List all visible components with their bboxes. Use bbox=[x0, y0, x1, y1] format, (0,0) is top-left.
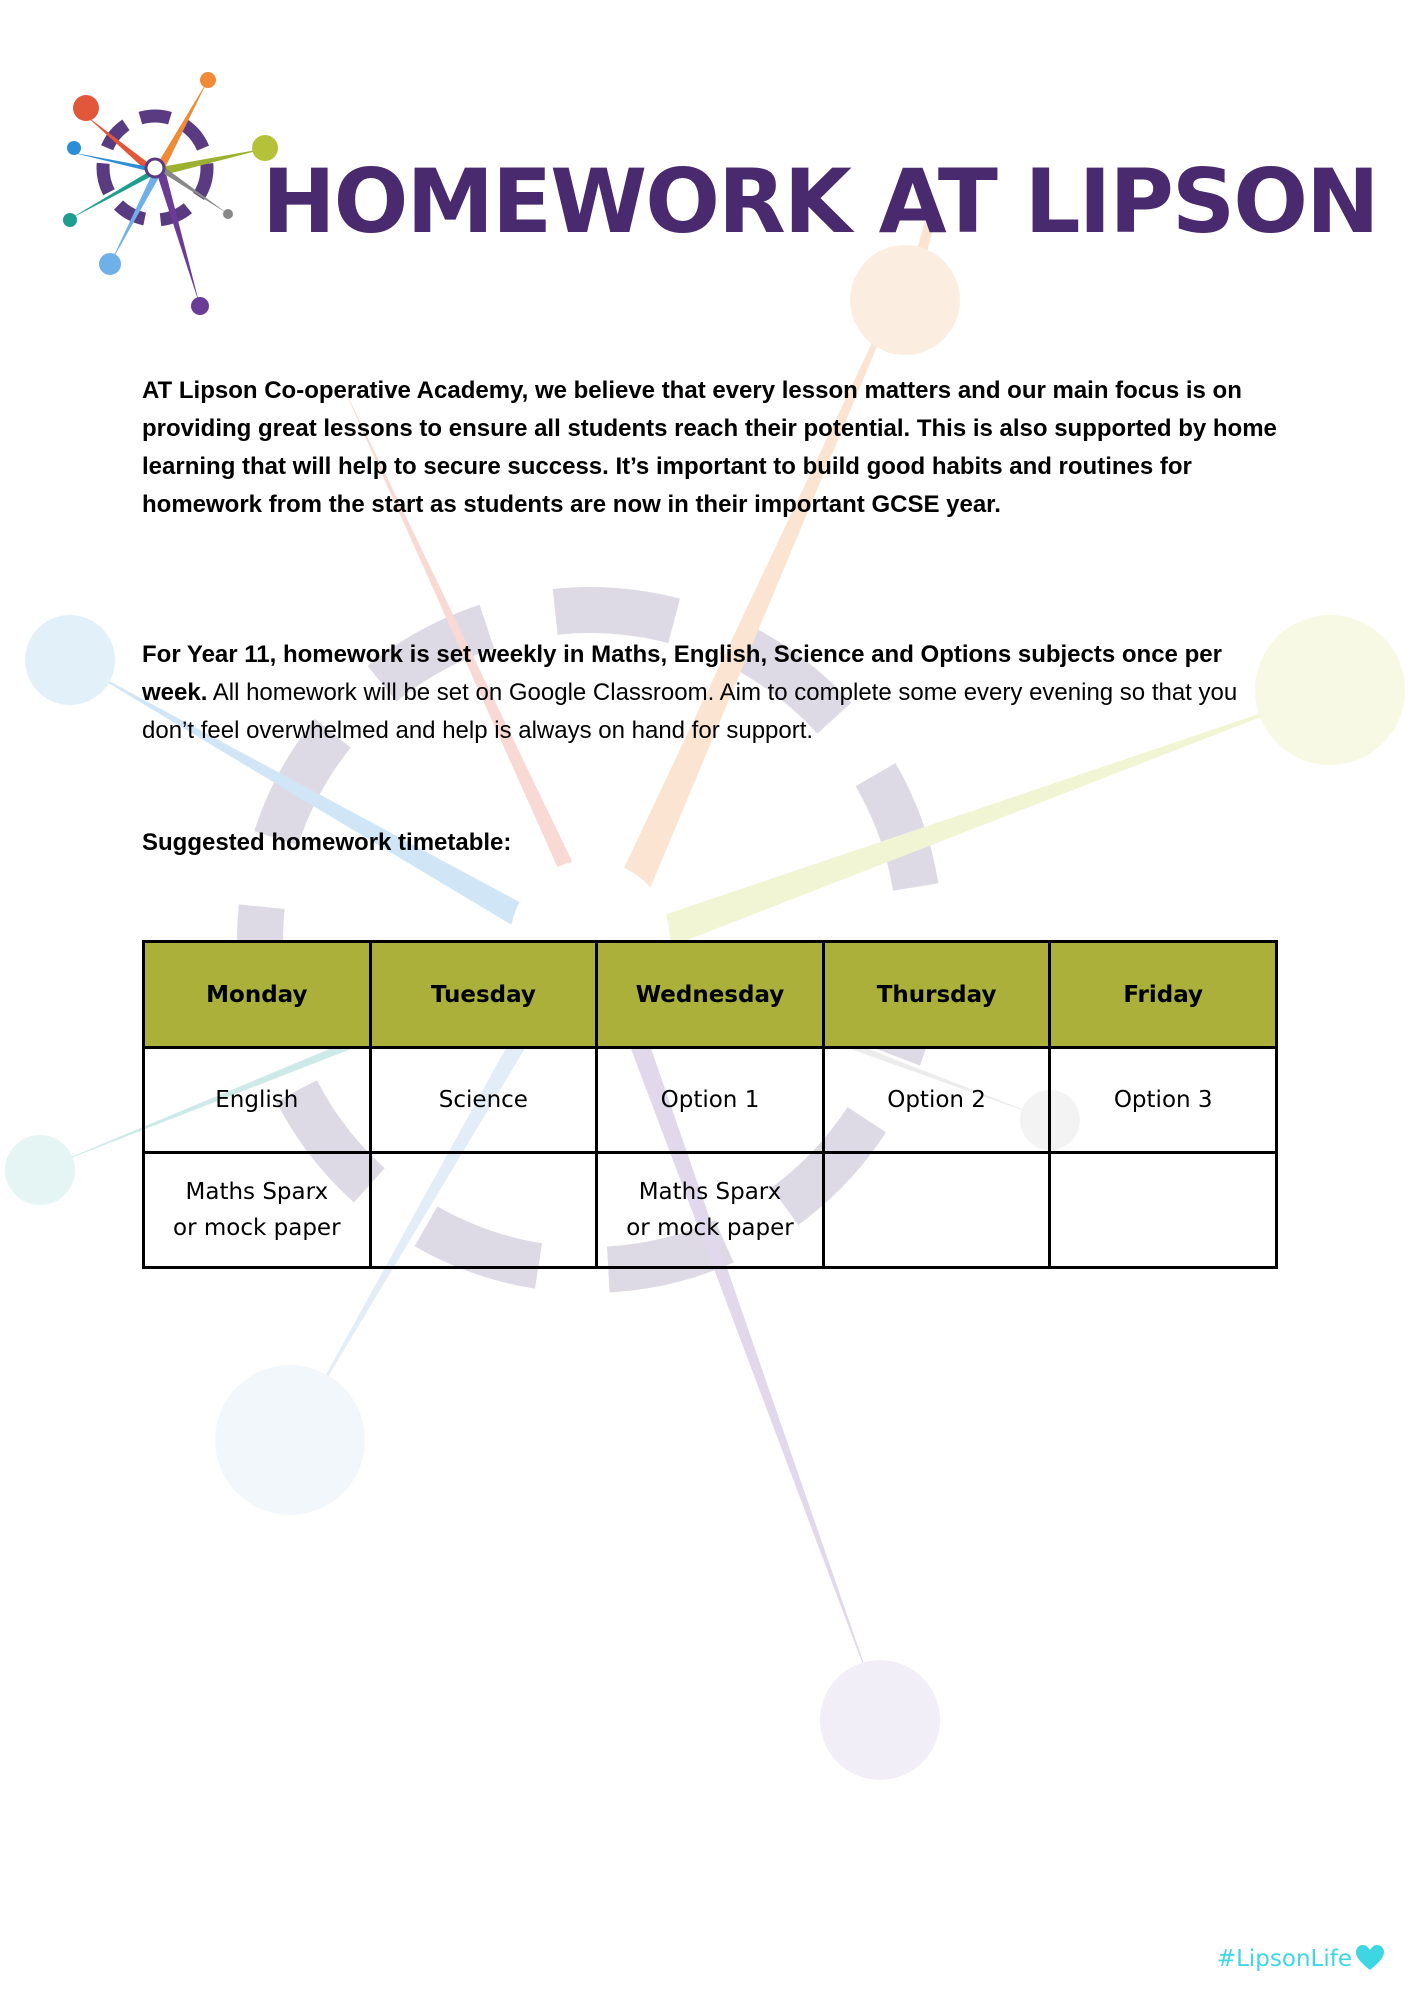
table-cell bbox=[370, 1153, 597, 1268]
header-wednesday: Wednesday bbox=[597, 942, 824, 1048]
homework-timetable bbox=[142, 940, 1278, 1269]
table-row bbox=[144, 1153, 1277, 1268]
table-cell: Science bbox=[370, 1048, 597, 1153]
table-cell bbox=[144, 1153, 371, 1268]
table-cell: English bbox=[144, 1048, 371, 1153]
table-cell bbox=[823, 1153, 1050, 1268]
table-cell: Option 1 bbox=[597, 1048, 824, 1153]
timetable-heading: Suggested homework timetable: bbox=[142, 829, 512, 856]
table-cell: Option 2 bbox=[823, 1048, 1050, 1153]
intro-paragraph: AT Lipson Co-operative Academy, we believe that every lesson matters and our main focus is on providing great lessons to ensure all students reach their potential. This is also supported by home learning that will help to secure success. It’s important to build good habits and routines for homework from the start as students are now in their important GCSE year. bbox=[142, 377, 1277, 518]
page-title: HOMEWORK AT LIPSON bbox=[262, 150, 1378, 253]
table-row bbox=[144, 1048, 1277, 1153]
header-friday: Friday bbox=[1050, 942, 1277, 1048]
header-tuesday: Tuesday bbox=[370, 942, 597, 1048]
header-monday: Monday bbox=[144, 942, 371, 1048]
hashtag-text: #LipsonLife bbox=[1216, 1946, 1352, 1972]
cell-text: Maths Sparx or mock paper bbox=[173, 1179, 341, 1241]
lipson-compass-logo bbox=[60, 68, 290, 328]
year11-text: All homework will be set on Google Classroom. Aim to complete some every evening so that you don’t feel overwhelmed and help is always on hand for support. bbox=[142, 679, 1238, 744]
heart-icon bbox=[1356, 1945, 1384, 1971]
cell-text: Maths Sparx or mock paper bbox=[626, 1179, 794, 1241]
footer-hashtag bbox=[1217, 1945, 1384, 1972]
year11-bold-text: For Year 11, homework is set weekly in Maths, English, Science and Options subjects once per week. bbox=[142, 641, 1222, 706]
table-cell bbox=[1050, 1153, 1277, 1268]
header-thursday: Thursday bbox=[823, 942, 1050, 1048]
table-cell: Option 3 bbox=[1050, 1048, 1277, 1153]
table-header-row bbox=[144, 942, 1277, 1048]
year11-paragraph bbox=[142, 636, 1282, 750]
table-cell bbox=[597, 1153, 824, 1268]
